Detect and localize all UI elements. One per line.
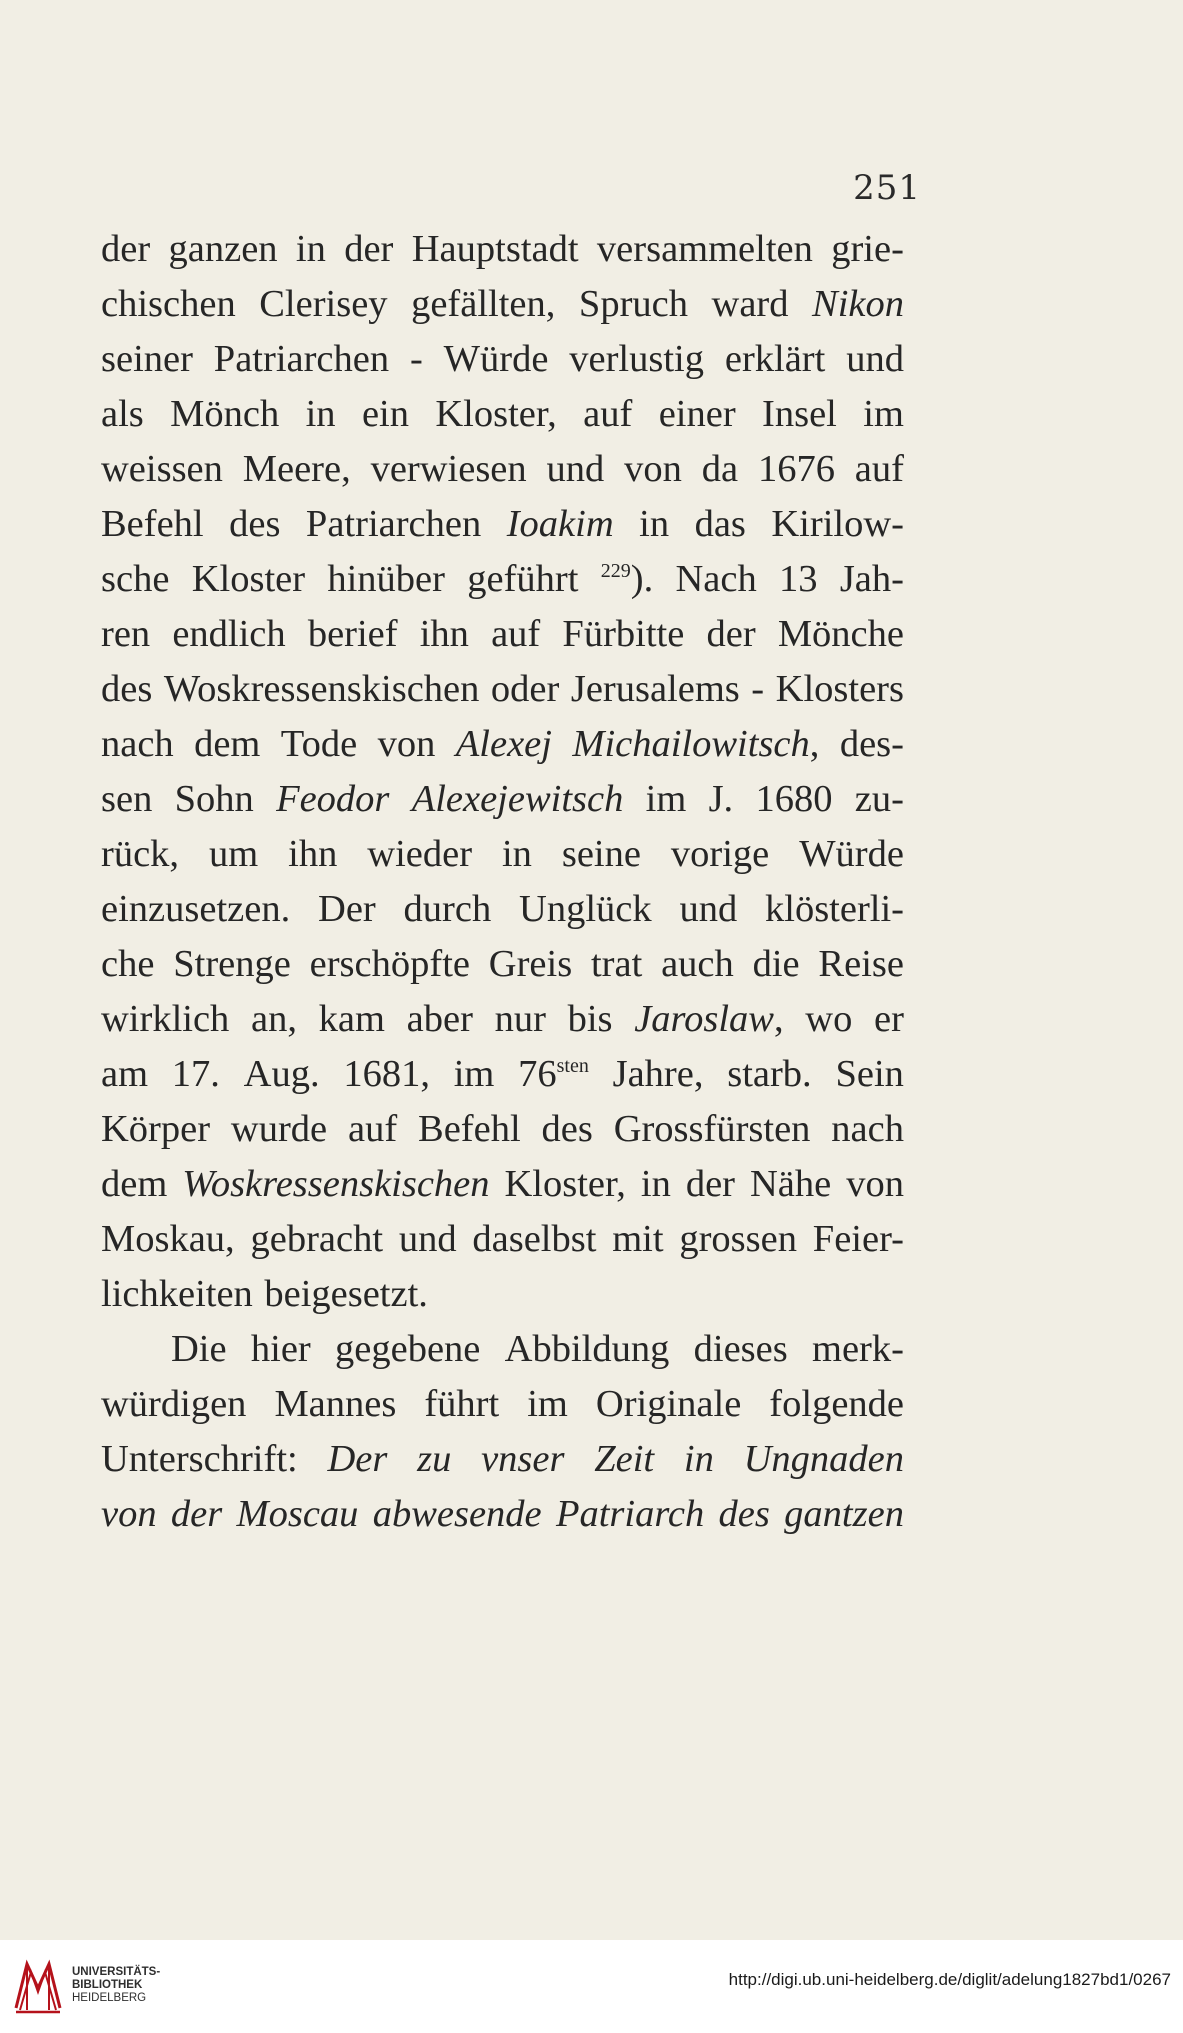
footer-bar [0,1940,1183,2033]
italic-word: Alexejewitsch [411,778,624,820]
word: Tode [280,723,358,765]
text-line [101,1487,904,1542]
word: Insel [762,393,837,435]
word: dem [101,1163,168,1205]
italic-word: Jaroslaw [634,998,774,1040]
italic-word: in [683,1438,714,1480]
word: und [846,338,904,380]
word: Aug. [243,1053,320,1095]
text-line [101,1322,904,1377]
word: Patriarchen [213,338,390,380]
word: ihn [419,613,469,655]
word: er [874,998,904,1040]
library-name [72,1966,160,2005]
word: wo [805,998,853,1040]
word: zu- [854,778,904,820]
word: 1676 [757,448,835,490]
text-line [101,607,904,662]
word: nach [831,1108,904,1150]
italic-word: vnser [481,1438,565,1480]
word: Würde [799,833,904,875]
word: Befehl [418,1108,521,1150]
word: in [295,228,326,270]
word: mit [612,1218,664,1260]
word: ein [361,393,409,435]
library-name-line: HEIDELBERG [72,1992,147,2004]
word: verlustig [569,338,704,380]
italic-word: Michailowitsch [572,723,810,765]
university-library-logo-icon[interactable] [10,1958,66,2016]
word: grossen [679,1218,797,1260]
italic-word: gantzen [784,1493,904,1535]
word: im [527,1383,568,1425]
word: bis [567,998,613,1040]
word: Feier- [812,1218,904,1260]
word: Spruch [578,283,688,325]
word: folgende [769,1383,904,1425]
word: daselbst [472,1218,597,1260]
word: merk- [812,1328,904,1370]
text-line [101,1377,904,1432]
text-line [101,1267,904,1322]
word: auch [661,943,734,985]
body-text [101,222,904,1542]
word: um [208,833,259,875]
word: versammelten [596,228,813,270]
word: hier [250,1328,311,1370]
word: ren [101,613,151,655]
word: hinüber [327,558,445,600]
word: Kloster, [504,1163,626,1205]
word: Unterschrift: [101,1438,298,1480]
word: ganzen [168,228,278,270]
word: durch [403,888,492,930]
word: dem [194,723,261,765]
source-url-link[interactable]: http://digi.ub.uni-heidelberg.de/diglit/adelung1827bd1/0267 [728,1970,1171,1989]
word: würdigen [101,1383,247,1425]
word: Greis [488,943,573,985]
word: Patriarchen [305,503,482,545]
word: Fürbitte [562,613,685,655]
word: Mönch [170,393,280,435]
word: nach [101,723,174,765]
word: 76 [518,1053,557,1095]
word: auf [347,1108,398,1150]
word: gegebene [335,1328,481,1370]
word: , [773,998,784,1040]
text-line [101,387,904,442]
word: im [645,778,687,820]
word [601,552,653,607]
word: Strenge [173,943,291,985]
word: endlich [172,613,286,655]
word: wieder [367,833,473,875]
word: Clerisey [259,283,388,325]
word: J. [708,778,734,820]
word: Mönche [777,613,904,655]
word: che [101,943,155,985]
word: erklärt [724,338,826,380]
word: einer [658,393,736,435]
word: am [101,1053,149,1095]
word: im [863,393,904,435]
italic-word: Woskressenskischen [182,1163,490,1205]
word: - [751,668,765,710]
word: 13 [779,558,818,600]
word: das [694,503,746,545]
word: Woskressenskischen [163,668,480,710]
word: chischen [101,283,236,325]
word: als [101,393,144,435]
word: wirklich [101,998,230,1040]
word: , [809,723,820,765]
text-line [101,1102,904,1157]
word: in [305,393,336,435]
text-line [101,442,904,497]
word: gefällten, [411,283,556,325]
library-name-line: UNIVERSITÄTS- [72,1966,161,1978]
text-line [101,827,904,882]
superscript: sten [556,1055,589,1077]
word: Sohn [174,778,254,820]
italic-word: Alexej [455,723,552,765]
word: auf [491,613,541,655]
word: in [501,833,532,875]
word: Moskau, [101,1218,235,1260]
word: und [679,888,738,930]
word: Körper [101,1108,211,1150]
word: Grossfürsten [613,1108,811,1150]
word: Unglück [519,888,652,930]
word: - [409,338,423,380]
word: berief [307,613,398,655]
text-line [101,277,904,332]
word: des [101,668,153,710]
word: Kloster [191,558,306,600]
word: Nach [675,558,757,600]
word [518,1047,589,1102]
word: 17. [171,1053,220,1095]
word: Jah- [839,558,904,600]
text-line [101,772,904,827]
italic-word: abwesende [372,1493,542,1535]
word: beigesetzt. [264,1273,428,1315]
text-line [101,992,904,1047]
word: weissen [101,448,223,490]
word: rück, [101,833,180,875]
italic-word: Zeit [594,1438,655,1480]
word: des [541,1108,593,1150]
italic-word: Nikon [812,283,904,325]
word: Meere, [242,448,351,490]
word: der [706,613,756,655]
italic-word: zu [417,1438,452,1480]
word: und [398,1218,457,1260]
word: der [101,228,151,270]
word: sche [101,558,170,600]
word: im [453,1053,495,1095]
word: Sein [835,1053,904,1095]
word: ). [630,558,654,600]
word: Der [318,888,376,930]
italic-word: Feodor [276,778,390,820]
word: geführt [467,558,579,600]
text-line [101,1432,904,1487]
word: auf [583,393,633,435]
word: Würde [443,338,549,380]
word [634,992,783,1047]
word: verwiesen [370,448,527,490]
word: trat [590,943,643,985]
word: der [344,228,394,270]
word: in [639,503,670,545]
word: ihn [288,833,338,875]
text-line [101,662,904,717]
word: starb. [727,1053,812,1095]
word: Kirilow- [771,503,904,545]
text-line [101,222,904,277]
word: an, [251,998,297,1040]
text-line [101,332,904,387]
text-line [101,552,904,607]
word: Jerusalems [570,668,740,710]
italic-word: Moscau [236,1493,359,1535]
word: seine [561,833,641,875]
word: und [546,448,605,490]
word: erschöpfte [309,943,470,985]
word: vorige [670,833,770,875]
word: des [229,503,281,545]
word: einzusetzen. [101,888,291,930]
word: seiner [101,338,193,380]
word: Befehl [101,503,204,545]
italic-word: von [101,1493,157,1535]
word: der [685,1163,736,1205]
page-number: 251 [853,168,921,208]
text-line [101,497,904,552]
word: Mannes [274,1383,397,1425]
word: Jahre, [612,1053,704,1095]
word [572,717,819,772]
text-line [101,882,904,937]
text-line [101,1212,904,1267]
word: grie- [831,228,904,270]
text-line [101,1047,904,1102]
word: ward [711,283,789,325]
word: auf [854,448,904,490]
word: Hauptstadt [411,228,579,270]
word: dieses [693,1328,788,1370]
word: klösterli- [765,888,904,930]
word: Reise [818,943,904,985]
italic-word: Ioakim [506,503,614,545]
italic-word: Ungnaden [743,1438,904,1480]
word: 1680 [755,778,833,820]
italic-word: Der [327,1438,388,1480]
word: nur [494,998,546,1040]
italic-word: der [170,1493,223,1535]
word: lichkeiten [101,1273,253,1315]
word: oder [490,668,560,710]
word: gebracht [250,1218,384,1260]
word: in [640,1163,671,1205]
word: des- [839,723,904,765]
word: von [624,448,682,490]
italic-word: Patriarch [555,1493,705,1535]
word: aber [406,998,473,1040]
word: Abbildung [504,1328,670,1370]
word: da [701,448,739,490]
word: Klosters [775,668,904,710]
word: Nähe [750,1163,832,1205]
word: 1681, [343,1053,430,1095]
word: von [377,723,436,765]
word: kam [318,998,385,1040]
superscript: 229 [600,560,631,582]
word: Originale [595,1383,742,1425]
text-line [101,1157,904,1212]
word: wurde [230,1108,328,1150]
word: von [846,1163,904,1205]
library-name-line: BIBLIOTHEK [72,1979,143,1991]
word: die [752,943,800,985]
text-line [101,937,904,992]
word: Die [171,1328,227,1370]
text-line [101,717,904,772]
word: sen [101,778,153,820]
word: Kloster, [435,393,557,435]
italic-word: des [718,1493,770,1535]
word: führt [424,1383,500,1425]
